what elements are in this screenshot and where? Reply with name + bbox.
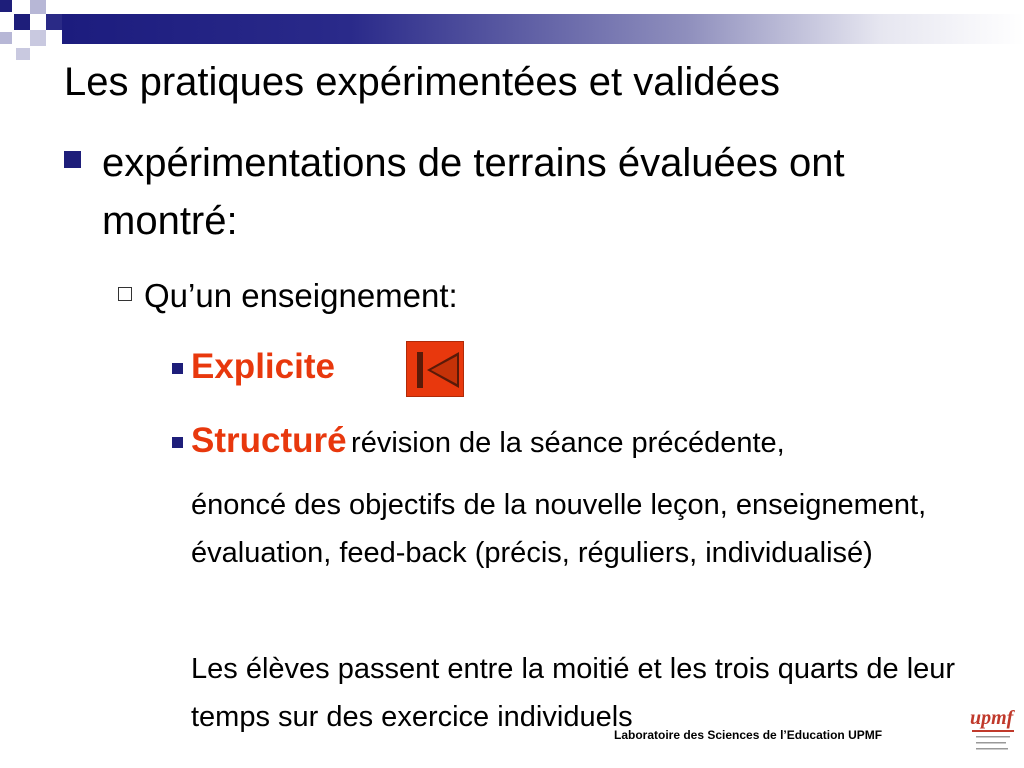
square-bullet-icon [64, 151, 81, 168]
item-structure-line [191, 418, 785, 466]
slide-title: Les pratiques expérimentées et validées [64, 60, 780, 104]
item-structure: Structuré [191, 421, 347, 460]
logo-text: upmf [970, 707, 1014, 729]
item-explicite: Explicite [191, 347, 335, 386]
square-bullet-icon [172, 437, 183, 448]
skip-back-icon [407, 342, 465, 398]
bullet-level1: expérimentations de terrains évaluées ont montré: [102, 141, 845, 243]
item-structure-continuation: énoncé des objectifs de la nouvelle leçon, enseignement, évaluation, feed-back (précis, réguliers, individualisé) [191, 489, 927, 569]
bullet-level2: Qu’un enseignement: [144, 277, 458, 314]
footer-label: Laboratoire des Sciences de l’Education UPMF [614, 728, 883, 742]
square-bullet-icon [172, 363, 183, 374]
item-structure-detail: révision de la séance précédente, [351, 427, 785, 459]
note-text: Les élèves passent entre la moitié et les trois quarts de leur temps sur des exercice individuels [191, 653, 956, 733]
header-band [62, 14, 1024, 44]
skip-back-button[interactable] [406, 341, 464, 397]
upmf-logo [966, 690, 1022, 762]
hollow-square-bullet-icon [118, 287, 132, 301]
